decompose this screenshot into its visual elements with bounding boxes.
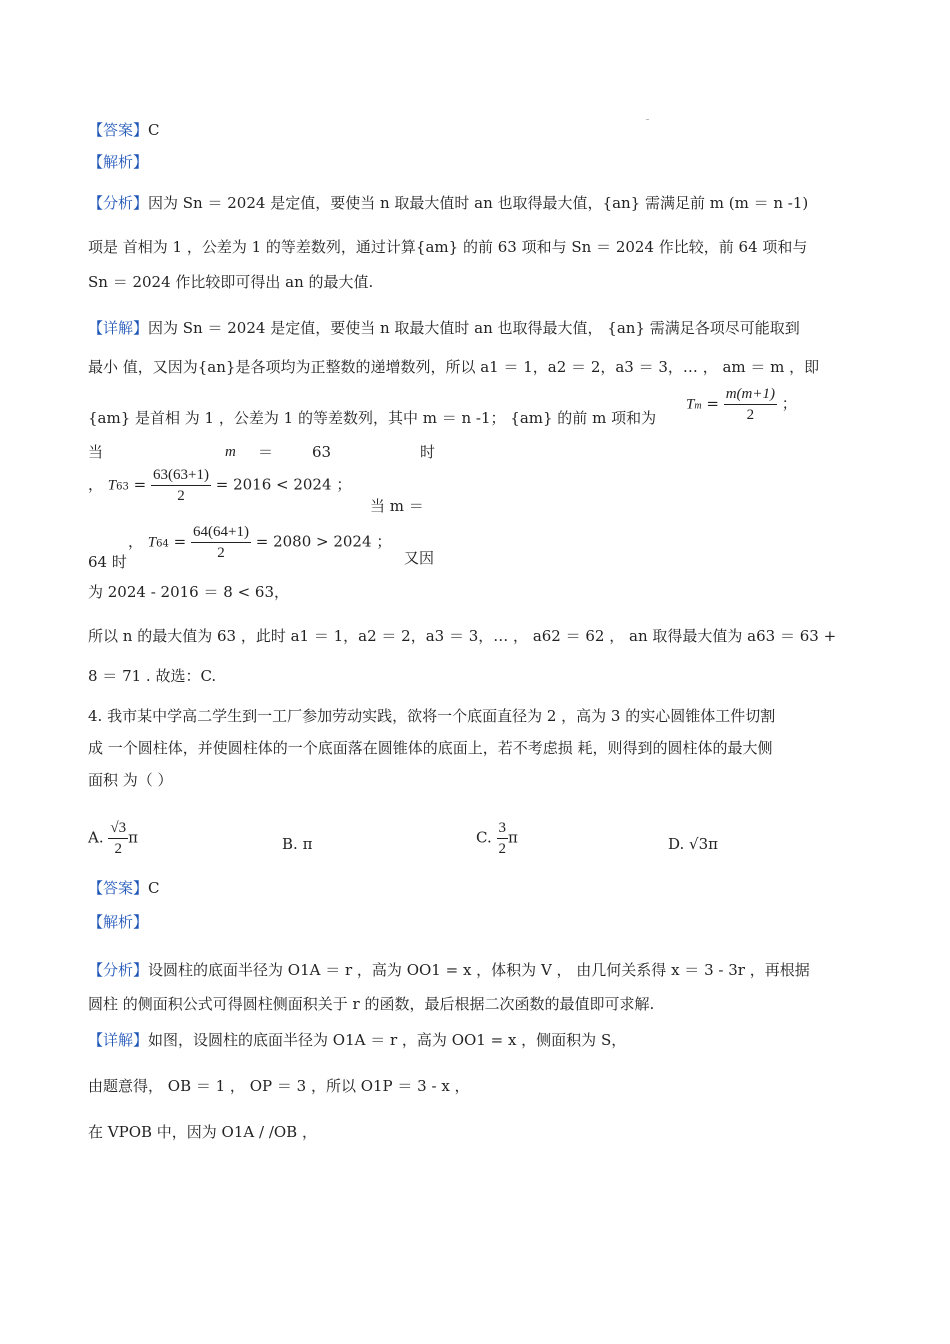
option-d [668,834,718,854]
answer-value: C [148,121,160,139]
t64-fraction: $\frac{64(64+1)}{2}$ [193,524,249,561]
q4-analysis-tag [88,912,148,932]
option-b-label: B. [282,835,298,853]
q4-stem-line-3: 面积 为（ ） [88,771,173,789]
option-a-fraction: $\frac{√3}{2}$ [110,820,127,857]
fenxi-tag: 【分析】 [88,961,149,979]
q4-fenxi-line-1 [88,960,810,980]
option-c-fraction: $\frac{3}{2}$ [498,820,506,857]
q3-xiangjie-line-2: 最小 值，又因为{an}是各项均为正整数的递增数列，所以 a1 ＝ 1，a2 ＝ 2，a3 ＝ 3，… ， am ＝ m ，即 [88,358,820,376]
when-63-e: 时 [420,443,436,461]
xiangjie-tag: 【详解】 [88,319,149,337]
q4-answer-line [88,878,160,898]
xiangjie-tag: 【详解】 [88,1031,149,1049]
option-d-label: D. [668,835,685,853]
conclusion-line: 8 ＝ 71 . 故选：C. [88,667,217,685]
suoyi-line: 所以 n 的最大值为 63 ，此时 a1 ＝ 1，a2 ＝ 2，a3 ＝ 3，… ， a62 ＝ 62 ， an 取得最大值为 a63 ＝ 63 + [88,627,837,645]
xiangjie-text-1: 因为 Sn ＝ 2024 是定值，要使当 n 取最大值时 an 也取得最大值， {an} 需满足各项尽可能取到 [148,319,800,337]
when-63-a: 当 [88,443,104,461]
answer-tag: 【答案】 [88,879,149,897]
when-63-c: ＝ [258,443,274,461]
scan-mark [646,119,649,120]
option-a-label: A. [88,828,104,847]
analysis-tag: 【解析】 [88,153,149,171]
option-b-value: π [302,835,313,853]
q4-xiangjie-line-3: 在 VPOB 中，因为 O1A / /OB ， [88,1123,317,1141]
q3-fenxi-line-1 [88,193,808,213]
q3-fenxi-line-3: Sn ＝ 2024 作比较即可得出 an 的最大值. [88,273,374,291]
answer-value: C [148,879,160,897]
t63-fraction: $\frac{63(63+1)}{2}$ [153,467,209,504]
q4-stem-line-2: 成 一个圆柱体，并使圆柱体的一个底面落在圆锥体的底面上，若不考虑损 耗，则得到的圆柱体的最大侧 [88,739,773,757]
youyin-text: 又因 [404,549,435,567]
analysis-tag: 【解析】 [88,913,149,931]
option-c: C. $\frac{3}{2}$ π [476,820,518,857]
option-b [282,834,312,854]
tm-fraction: $\frac{m(m+1)}{2}$ [725,386,775,423]
option-a: A. $\frac{√3}{2}$ π [88,820,138,857]
fenxi-text-1: 设圆柱的底面半径为 O1A ＝ r ，高为 OO1 = x ，体积为 V ， 由几何关系得 x ＝ 3 - 3r ，再根据 [148,961,810,979]
q3-xiangjie-line-1 [88,318,800,338]
answer-tag: 【答案】 [88,121,149,139]
when-63-b: m [225,444,236,460]
option-d-value: √3π [689,835,719,853]
q4-xiangjie-line-2: 由题意得， OB ＝ 1 ， OP ＝ 3 ，所以 O1P ＝ 3 - x ， [88,1077,470,1095]
q4-xiangjie-line-1 [88,1030,626,1050]
q3-fenxi-line-2: 项是 首相为 1 ，公差为 1 的等差数列，通过计算{am} 的前 63 项和与 Sn ＝ 2024 作比较，前 64 项和与 [88,238,808,256]
fenxi-text-1: 因为 Sn ＝ 2024 是定值，要使当 n 取最大值时 an 也取得最大值，{an} 需满足前 m (m ＝ n -1) [148,194,809,212]
option-c-label: C. [476,828,492,847]
wei-line: 为 2024 - 2016 ＝ 8 < 63， [88,583,289,601]
when-64-val: 64 时 [88,553,127,571]
q4-fenxi-line-2: 圆柱 的侧面积公式可得圆柱侧面积关于 r 的函数，最后根据二次函数的最值即可求解. [88,995,655,1013]
q4-stem-line-1: 4. 我市某中学高二学生到一工厂参加劳动实践，欲将一个底面直径为 2 ，高为 3 的实心圆锥体工件切割 [88,707,776,725]
t63-formula: ， T63 = $\frac{63(63+1)}{2}$ = 2016 < 2024 ； [88,467,352,504]
fenxi-tag: 【分析】 [88,194,149,212]
when-63-d: 63 [312,443,332,461]
q3-xiangjie-line-3: {am} 是首相 为 1 ，公差为 1 的等差数列，其中 m ＝ n -1； {am} 的前 m 项和为 [88,409,657,427]
t64-formula: ， T64 = $\frac{64(64+1)}{2}$ = 2080 > 2024 ； [128,524,392,561]
when-64-line: 当 m ＝ [370,497,424,515]
q3-analysis-tag [88,152,148,172]
xiangjie-text-1: 如图，设圆柱的底面半径为 O1A ＝ r ，高为 OO1 = x ，侧面积为 S， [148,1031,627,1049]
q3-answer-line [88,120,160,140]
tm-formula: Tm = $\frac{m(m+1)}{2}$ ； [686,386,797,423]
